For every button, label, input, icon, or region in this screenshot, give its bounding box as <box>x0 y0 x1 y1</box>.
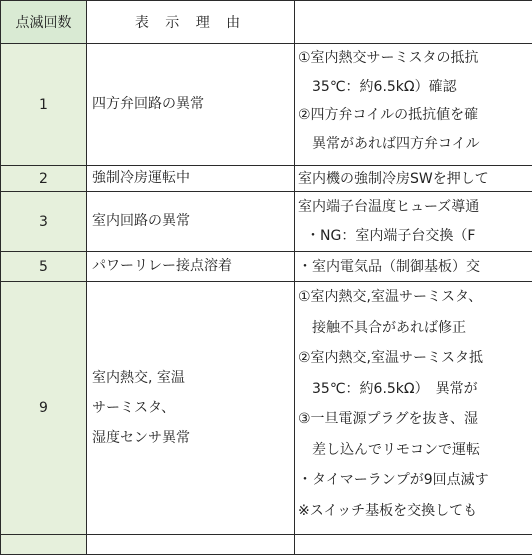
blink-count: 2 <box>1 166 87 192</box>
content-line: ※スイッチ基板を交換しても <box>298 496 532 527</box>
reason-line: 四方弁回路の異常 <box>92 92 294 117</box>
content-line: ①室内熱交,室温サーミスタ、 <box>298 282 532 313</box>
content-line: ②四方弁コイルの抵抗値を確 <box>298 101 532 130</box>
reason-line: 湿度センサ異常 <box>92 423 294 453</box>
reason-line: 室内回路の異常 <box>92 209 294 234</box>
reason-cell <box>87 282 295 535</box>
header-row <box>1 1 532 44</box>
reason-cell <box>87 535 295 555</box>
content-line: 35℃：約6.5kΩ） 異常が <box>298 374 532 405</box>
content-cell <box>295 44 532 166</box>
reason-cell <box>87 192 295 252</box>
table-row <box>1 192 532 252</box>
reason-cell <box>87 252 295 282</box>
content-line: ②室内熱交,室温サーミスタ抵 <box>298 343 532 374</box>
content-line: ・室内電気品（制御基板）交 <box>298 254 532 280</box>
reason-cell <box>87 166 295 192</box>
content-line: ・タイマーランプが9回点滅す <box>298 465 532 496</box>
header-action <box>295 1 532 44</box>
content-cell <box>295 192 532 252</box>
reason-line: サーミスタ、 <box>92 393 294 423</box>
content-line: ①室内熱交サーミスタの抵抗 <box>298 44 532 73</box>
header-count: 点滅回数 <box>1 1 87 44</box>
reason-line: 強制冷房運転中 <box>92 166 294 191</box>
table-row <box>1 535 532 555</box>
content-line: ③一旦電源プラグを抜き、湿 <box>298 404 532 435</box>
content-line: 35℃：約6.5kΩ）確認 <box>298 73 532 102</box>
reason-cell <box>87 44 295 166</box>
content-line: 接触不具合があれば修正 <box>298 313 532 344</box>
content-line: ・NG：室内端子台交換（F <box>298 222 532 251</box>
table-row <box>1 252 532 282</box>
reason-line: パワーリレー接点溶着 <box>92 254 294 279</box>
blink-count: 1 <box>1 44 87 166</box>
blink-count <box>1 535 87 555</box>
table-row <box>1 44 532 166</box>
table-row <box>1 166 532 192</box>
content-line: 室内機の強制冷房SWを押して <box>298 168 532 190</box>
header-reason: 表 示 理 由 <box>87 1 295 44</box>
blink-count: 5 <box>1 252 87 282</box>
content-line: 差し込んでリモコンで運転 <box>298 435 532 466</box>
reason-line: 室内熱交, 室温 <box>92 363 294 393</box>
content-cell <box>295 535 532 555</box>
content-line: 異常があれば四方弁コイル <box>298 130 532 159</box>
content-cell <box>295 166 532 192</box>
blink-count: 9 <box>1 282 87 535</box>
content-cell <box>295 252 532 282</box>
table-row <box>1 282 532 535</box>
content-cell <box>295 282 532 535</box>
content-line: 室内端子台温度ヒューズ導通 <box>298 193 532 222</box>
blink-count: 3 <box>1 192 87 252</box>
